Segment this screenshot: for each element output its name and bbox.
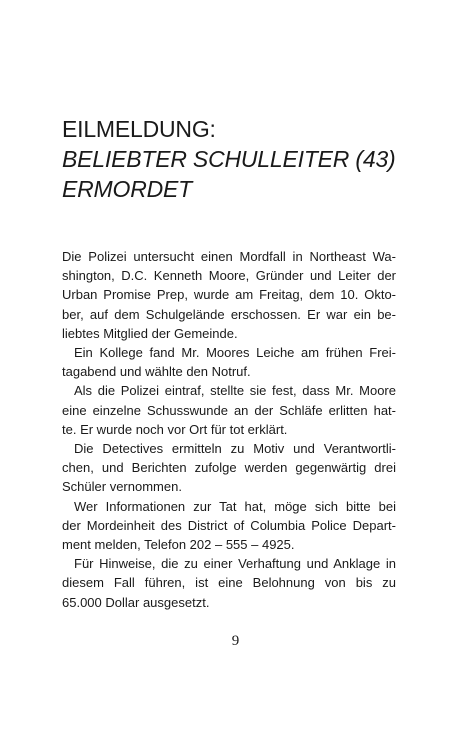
- text-line: der Mordeinheit des District of Columbia Police Depart-: [62, 517, 396, 533]
- text-line: Schüler vernommen.: [62, 479, 182, 495]
- text-line: ber, auf dem Schulgelände erschossen. Er war ein be-: [62, 306, 396, 322]
- headline-line-3: ERMORDET: [62, 176, 193, 202]
- paragraph-1: [62, 247, 396, 343]
- text-line: te. Er wurde noch vor Ort für tot erklärt.: [62, 421, 288, 437]
- text-line: diesem Fall führen, ist eine Belohnung von bis zu: [62, 575, 396, 591]
- text-line: Als die Polizei eintraf, stellte sie fest, dass Mr. Moore: [74, 383, 396, 399]
- headline-line-1: EILMELDUNG:: [62, 116, 216, 142]
- paragraph-2: [62, 343, 396, 381]
- paragraph-5: [62, 497, 396, 555]
- paragraph-6: [62, 554, 396, 612]
- paragraph-3: [62, 381, 396, 439]
- text-line: Ein Kollege fand Mr. Moores Leiche am frühen Frei-: [74, 345, 396, 361]
- paragraph-4: [62, 439, 396, 497]
- text-line: chen, und Berichten zufolge werden gegenwärtig drei: [62, 460, 396, 476]
- text-line: ment melden, Telefon 202 – 555 – 4925.: [62, 537, 295, 553]
- text-line: tagabend und wählte den Notruf.: [62, 364, 251, 380]
- text-line: eine einzelne Schusswunde an der Schläfe erlitten hat-: [62, 402, 396, 418]
- text-line: liebtes Mitglied der Gemeinde.: [62, 325, 238, 341]
- text-line: Die Polizei untersucht einen Mordfall in Northeast Wa-: [62, 249, 396, 264]
- text-line: Urban Promise Prep, wurde am Freitag, dem 10. Okto-: [62, 287, 396, 303]
- headline: [62, 114, 422, 204]
- text-line: shington, D.C. Kenneth Moore, Gründer und Leiter der: [62, 268, 396, 284]
- page-number: 9: [231, 633, 240, 649]
- text-line: Wer Informationen zur Tat hat, möge sich bitte bei: [74, 498, 396, 514]
- article-body: [62, 247, 396, 612]
- text-line: 65.000 Dollar ausgesetzt.: [62, 594, 210, 610]
- headline-line-2: BELIEBTER SCHULLEITER (43): [62, 146, 396, 172]
- text-line: Für Hinweise, die zu einer Verhaftung und Anklage in: [74, 556, 396, 572]
- text-line: Die Detectives ermitteln zu Motiv und Verantwortli-: [74, 441, 396, 457]
